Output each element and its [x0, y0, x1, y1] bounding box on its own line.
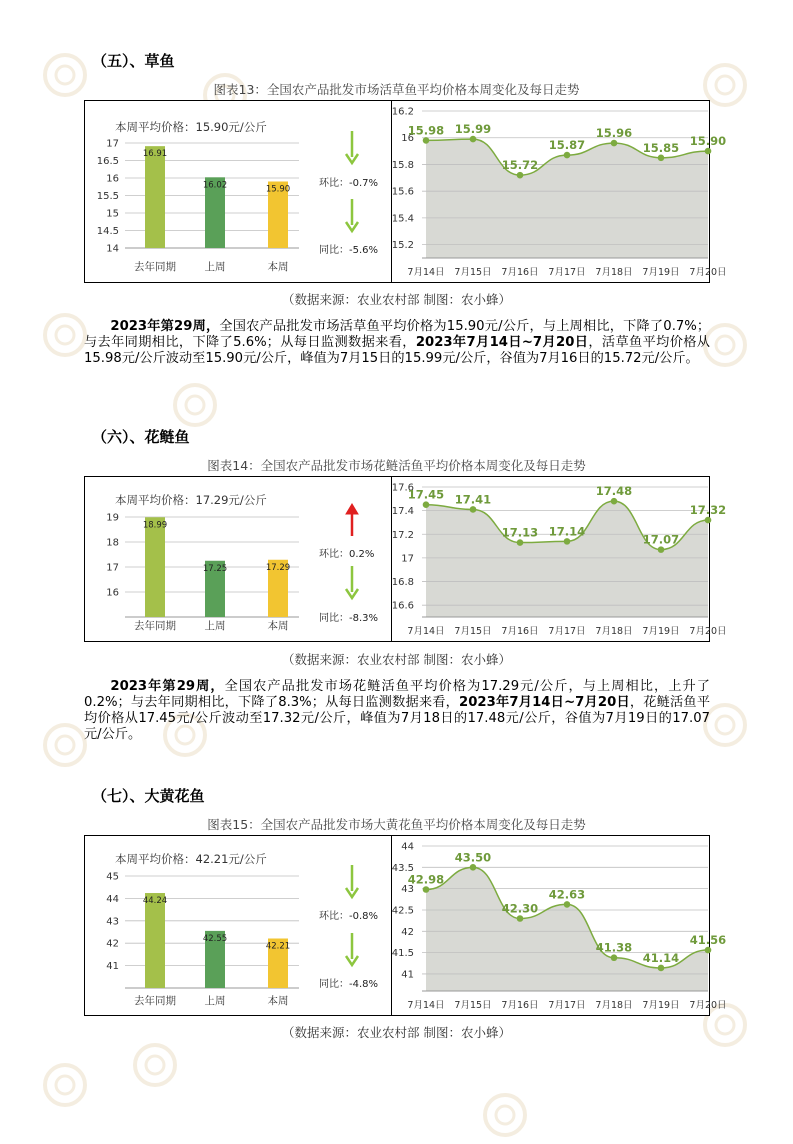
point-label: 17.48 [595, 484, 633, 499]
y-tick-label: 17.4 [391, 506, 414, 518]
change-label: 环比：-0.7% [319, 178, 379, 189]
bar [142, 146, 168, 248]
data-source: （数据来源：农业农村部 制图：农小蜂） [282, 652, 511, 667]
change-label: 环比：0.2% [319, 549, 375, 560]
y-tick-label: 17 [401, 553, 414, 565]
y-tick-label: 17.6 [391, 482, 414, 494]
x-tick-label: 7月16日 [501, 1000, 539, 1011]
y-tick-label: 14 [106, 243, 119, 255]
data-point [470, 864, 477, 871]
data-point [658, 965, 665, 972]
line-chart [391, 101, 727, 282]
bar-value-label: 44.24 [142, 896, 168, 907]
point-label: 17.45 [407, 487, 445, 502]
change-label: 同比：-4.8% [319, 979, 379, 990]
point-label: 15.90 [689, 134, 727, 149]
x-tick-label: 7月20日 [689, 267, 727, 278]
bar-chart [85, 836, 391, 1015]
y-tick-label: 16 [106, 587, 119, 599]
bee-logo-watermark-icon [480, 1090, 530, 1144]
body-text: 全国农产品批发市场活草鱼平均价格为15.90元/公斤，与上周相比，下降了0.7%；与去年同期相比，下降了5.6%；从每日监测数据来看， [84, 319, 710, 350]
data-point [658, 154, 665, 161]
point-label: 42.98 [407, 872, 445, 887]
data-point [470, 506, 477, 513]
y-tick-label: 15.6 [391, 186, 414, 198]
point-label: 15.85 [642, 140, 680, 155]
bee-logo-watermark-icon [40, 310, 90, 364]
data-point [564, 538, 571, 545]
bar-value-label: 16.91 [142, 149, 168, 160]
point-label: 17.41 [454, 492, 492, 507]
y-tick-label: 42.5 [391, 905, 414, 917]
x-tick-label: 7月15日 [454, 626, 492, 637]
figure-caption: 图表14：全国农产品批发市场花鲢活鱼平均价格本周变化及每日走势 [207, 458, 586, 473]
y-tick-label: 16.5 [96, 156, 119, 167]
chart-panel [84, 100, 727, 283]
bar-value-label: 42.21 [265, 941, 291, 952]
y-tick-label: 17 [106, 138, 119, 150]
point-label: 15.87 [548, 138, 586, 153]
x-tick-label: 7月14日 [407, 626, 445, 637]
area-fill [426, 867, 708, 991]
y-tick-label: 18 [106, 537, 119, 549]
data-point [423, 137, 430, 144]
x-category-label: 本周 [267, 995, 289, 1007]
bar-value-label: 18.99 [142, 520, 168, 531]
x-tick-label: 7月18日 [595, 267, 633, 278]
point-label: 17.07 [642, 532, 680, 547]
x-category-label: 上周 [204, 620, 226, 632]
data-point [423, 886, 430, 893]
data-point [611, 140, 618, 147]
x-tick-label: 7月17日 [548, 1000, 586, 1011]
point-label: 15.98 [407, 123, 445, 138]
x-tick-label: 7月17日 [548, 626, 586, 637]
point-label: 43.50 [454, 850, 492, 865]
emphasis-text: 2023年第29周， [110, 319, 220, 334]
chart-panel [84, 476, 727, 642]
y-tick-label: 15.2 [391, 240, 414, 252]
x-category-label: 去年同期 [134, 261, 176, 273]
bar-value-label: 15.90 [265, 184, 291, 195]
y-tick-label: 44 [401, 841, 414, 853]
y-tick-label: 42 [106, 938, 119, 950]
chart-panel [84, 835, 727, 1016]
bar [142, 893, 168, 988]
data-point [705, 517, 712, 524]
x-tick-label: 7月15日 [454, 267, 492, 278]
bee-logo-watermark-icon [40, 720, 90, 774]
change-label: 环比：-0.8% [319, 911, 379, 922]
y-tick-label: 45 [106, 871, 119, 883]
x-category-label: 本周 [267, 620, 289, 632]
x-tick-label: 7月20日 [689, 626, 727, 637]
y-tick-label: 15.4 [391, 213, 414, 225]
figure-caption: 图表15：全国农产品批发市场大黄花鱼平均价格本周变化及每日走势 [207, 817, 586, 832]
bee-logo-watermark-icon [40, 1060, 90, 1114]
analysis-paragraph [84, 319, 710, 367]
line-chart [391, 836, 727, 1015]
section-heading: （六）、花鲢鱼 [92, 428, 190, 446]
y-tick-label: 41.5 [391, 948, 414, 960]
data-point [470, 136, 477, 143]
data-point [423, 501, 430, 508]
x-tick-label: 7月20日 [689, 1000, 727, 1011]
data-point [517, 172, 524, 179]
body-text: ，活草鱼平均价格从15.98元/公斤波动至15.90元/公斤，峰值为7月15日的15.99元/公斤，谷值为7月16日的15.72元/公斤。 [84, 335, 710, 366]
emphasis-text: 2023年7月14日~7月20日 [415, 335, 589, 350]
emphasis-text: 2023年7月14日~7月20日 [459, 695, 630, 710]
x-category-label: 上周 [204, 995, 226, 1007]
data-point [611, 498, 618, 505]
point-label: 17.13 [501, 525, 539, 540]
y-tick-label: 17 [106, 562, 119, 574]
emphasis-text: 2023年第29周， [110, 679, 225, 694]
point-label: 41.56 [689, 933, 727, 948]
y-tick-label: 43 [106, 916, 119, 928]
section-heading: （五）、草鱼 [92, 52, 175, 70]
point-label: 41.14 [642, 950, 680, 965]
bar [142, 517, 168, 617]
x-tick-label: 7月19日 [642, 267, 680, 278]
bar-chart [85, 101, 391, 282]
bee-logo-watermark-icon [130, 1040, 180, 1094]
x-tick-label: 7月18日 [595, 1000, 633, 1011]
x-tick-label: 7月16日 [501, 267, 539, 278]
body-text: 全国农产品批发市场花鲢活鱼平均价格为17.29元/公斤，与上周相比，上升了0.2%；与去年同期相比，下降了8.3%；从每日监测数据来看， [84, 679, 710, 710]
y-tick-label: 16.2 [391, 106, 414, 118]
bar-chart-title: 本周平均价格：15.90元/公斤 [115, 120, 267, 134]
data-point [564, 152, 571, 159]
bar-value-label: 17.29 [265, 562, 291, 573]
data-point [517, 539, 524, 546]
data-point [564, 901, 571, 908]
y-tick-label: 14.5 [96, 226, 119, 237]
bar-value-label: 16.02 [202, 180, 228, 191]
data-point [705, 148, 712, 155]
x-category-label: 去年同期 [134, 620, 176, 632]
change-label: 同比：-5.6% [319, 245, 379, 256]
data-source: （数据来源：农业农村部 制图：农小蜂） [282, 1025, 511, 1040]
y-tick-label: 15.8 [391, 159, 414, 171]
point-label: 15.72 [501, 158, 539, 173]
y-tick-label: 43.5 [391, 862, 414, 874]
change-label: 同比：-8.3% [319, 613, 379, 624]
x-tick-label: 7月15日 [454, 1000, 492, 1011]
bar-value-label: 42.55 [202, 933, 228, 944]
y-tick-label: 15.5 [96, 191, 119, 202]
line-chart [391, 477, 727, 641]
data-point [517, 915, 524, 922]
body-text: ，花鲢活鱼平均价格从17.45元/公斤波动至17.32元/公斤，峰值为7月18日的17.48元/公斤，谷值为7月19日的17.07元/公斤。 [84, 695, 711, 742]
x-tick-label: 7月19日 [642, 626, 680, 637]
y-tick-label: 16 [401, 133, 414, 145]
x-tick-label: 7月16日 [501, 626, 539, 637]
bar-chart-title: 本周平均价格：17.29元/公斤 [115, 493, 267, 507]
analysis-paragraph [84, 679, 710, 743]
x-category-label: 本周 [267, 261, 289, 273]
y-tick-label: 43 [401, 884, 414, 896]
y-tick-label: 17.2 [391, 529, 414, 541]
y-tick-label: 44 [106, 893, 119, 905]
bar-chart [85, 477, 391, 641]
point-label: 15.96 [595, 126, 633, 141]
bar-value-label: 17.25 [202, 563, 228, 574]
y-tick-label: 16 [106, 173, 119, 185]
y-tick-label: 15 [106, 208, 119, 220]
y-tick-label: 19 [106, 512, 119, 524]
y-tick-label: 41 [401, 969, 414, 981]
arrow-up-icon [346, 504, 358, 514]
area-fill [426, 501, 708, 617]
section-heading: （七）、大黄花鱼 [92, 787, 205, 805]
y-tick-label: 16.8 [391, 577, 414, 589]
data-point [658, 546, 665, 553]
bar-chart-title: 本周平均价格：42.21元/公斤 [115, 852, 267, 866]
data-point [611, 954, 618, 961]
y-tick-label: 41 [106, 961, 119, 973]
y-tick-label: 42 [401, 926, 414, 938]
x-tick-label: 7月17日 [548, 267, 586, 278]
data-point [705, 947, 712, 954]
point-label: 15.99 [454, 122, 492, 137]
figure-caption: 图表13：全国农产品批发市场活草鱼平均价格本周变化及每日走势 [213, 82, 580, 97]
x-tick-label: 7月14日 [407, 1000, 445, 1011]
x-category-label: 去年同期 [134, 995, 176, 1007]
x-tick-label: 7月19日 [642, 1000, 680, 1011]
x-category-label: 上周 [204, 261, 226, 273]
point-label: 17.14 [548, 524, 586, 539]
point-label: 17.32 [689, 503, 727, 518]
data-source: （数据来源：农业农村部 制图：农小蜂） [282, 292, 511, 307]
point-label: 42.63 [548, 887, 586, 902]
point-label: 41.38 [595, 940, 633, 955]
point-label: 42.30 [501, 901, 539, 916]
x-tick-label: 7月18日 [595, 626, 633, 637]
x-tick-label: 7月14日 [407, 267, 445, 278]
y-tick-label: 16.6 [391, 600, 414, 612]
